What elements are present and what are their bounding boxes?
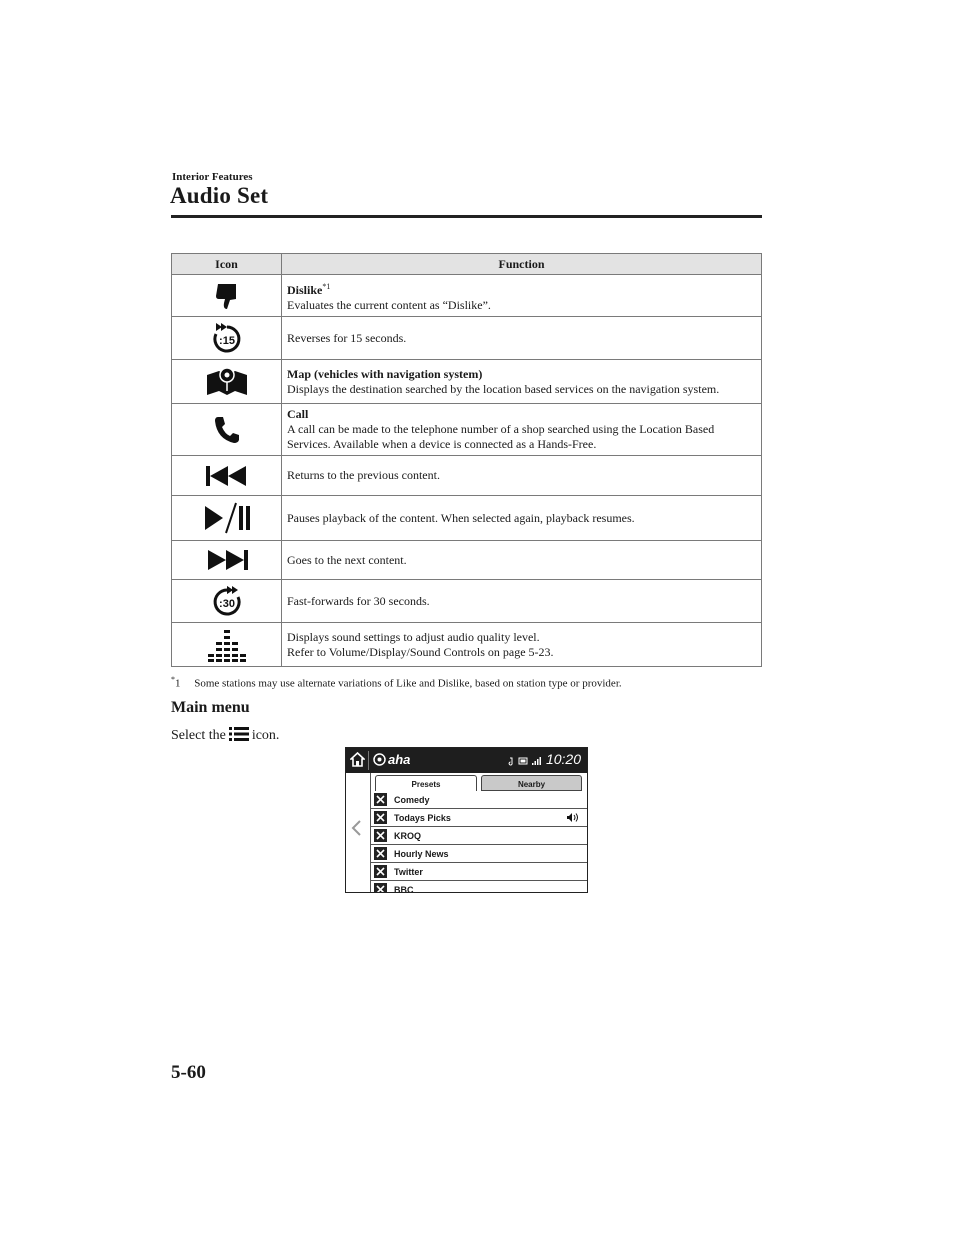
icon-cell	[172, 404, 282, 456]
status-icons	[507, 756, 541, 766]
list-item-label: BBC	[394, 885, 414, 893]
function-text: Returns to the previous content.	[287, 468, 440, 482]
page-title: Audio Set	[170, 183, 269, 208]
table-row	[172, 360, 762, 404]
function-cell	[282, 275, 762, 317]
list-item[interactable]	[371, 881, 587, 893]
back-chevron-icon[interactable]	[350, 819, 362, 837]
station-icon	[374, 883, 387, 893]
function-text-reference: Refer to Volume/Display/Sound Controls on page 5-23.	[287, 644, 554, 659]
table-header-row	[172, 254, 762, 275]
footnote-mark: *	[171, 675, 175, 684]
icon-cell	[172, 275, 282, 317]
table-row	[172, 623, 762, 667]
aha-screen-image	[345, 747, 588, 893]
table-row	[172, 275, 762, 317]
function-text: Displays sound settings to adjust audio quality level.	[287, 629, 540, 644]
function-text: Fast-forwards for 30 seconds.	[287, 593, 430, 608]
list-item[interactable]	[371, 809, 587, 827]
function-text: Goes to the next content.	[287, 552, 407, 567]
station-icon	[374, 865, 387, 878]
header-icon: Icon	[172, 254, 282, 275]
next-track-icon	[203, 548, 251, 572]
list-item[interactable]	[371, 863, 587, 881]
table-row	[172, 580, 762, 623]
function-cell	[282, 623, 762, 667]
function-title: Map (vehicles with navigation system)	[287, 366, 483, 381]
header-function: Function	[282, 254, 762, 275]
speaker-icon	[566, 812, 579, 823]
reverse-15-icon	[210, 322, 244, 354]
list-item[interactable]	[371, 791, 587, 809]
function-title: Call	[287, 407, 309, 421]
function-title: Dislike	[287, 282, 323, 297]
function-cell	[282, 456, 762, 496]
aha-logo-icon	[373, 753, 386, 766]
list-item-label: Hourly News	[394, 849, 449, 859]
station-icon	[374, 847, 387, 860]
play-pause-icon	[202, 501, 252, 535]
instruction-text-after: icon.	[251, 728, 280, 743]
icon-function-table	[171, 253, 762, 667]
tab-presets[interactable]: Presets	[375, 775, 477, 791]
list-item-label: Twitter	[394, 867, 423, 877]
equalizer-icon	[208, 628, 246, 662]
function-text: Displays the destination searched by the location based services on the navigation system.	[287, 381, 720, 396]
function-text: Evaluates the current content as “Dislike”.	[287, 297, 491, 312]
list-item-label: Comedy	[394, 795, 430, 805]
function-cell	[282, 541, 762, 580]
map-icon	[205, 367, 249, 397]
list-item-label: Todays Picks	[394, 813, 451, 823]
phone-icon	[213, 415, 241, 445]
svg-text::15: :15	[218, 335, 235, 347]
function-cell	[282, 580, 762, 623]
status-separator	[368, 751, 369, 770]
main-menu-heading: Main menu	[171, 699, 250, 716]
table-row	[172, 317, 762, 360]
back-panel[interactable]	[346, 773, 371, 892]
title-rule	[171, 215, 762, 218]
table-row	[172, 496, 762, 541]
section-label: Interior Features	[172, 171, 253, 183]
function-text: Pauses playback of the content. When selected again, playback resumes.	[287, 510, 635, 525]
icon-cell	[172, 317, 282, 360]
app-name: aha	[388, 752, 411, 767]
station-icon	[374, 829, 387, 842]
status-bar	[346, 748, 587, 773]
icon-cell	[172, 456, 282, 496]
list-item-label: KROQ	[394, 831, 421, 841]
station-icon	[374, 811, 387, 824]
footnote-text: 1 Some stations may use alternate variations of Like and Dislike, based on station type or provider.	[175, 677, 622, 690]
footnote-ref: *1	[322, 281, 331, 291]
home-icon[interactable]	[350, 752, 365, 767]
icon-cell	[172, 496, 282, 541]
function-cell	[282, 496, 762, 541]
icon-cell	[172, 580, 282, 623]
svg-text::30: :30	[218, 598, 235, 610]
function-cell	[282, 360, 762, 404]
function-text: Reverses for 15 seconds.	[287, 330, 407, 345]
footnote	[171, 675, 622, 690]
instruction-text-before: Select the	[171, 728, 226, 743]
list-menu-icon	[229, 727, 249, 741]
icon-cell	[172, 360, 282, 404]
icon-cell	[172, 623, 282, 667]
forward-30-icon	[210, 585, 244, 617]
function-cell	[282, 404, 762, 456]
page-number: 5-60	[171, 1062, 206, 1083]
previous-track-icon	[203, 464, 251, 488]
main-menu-instruction	[171, 727, 279, 744]
clock: 10:20	[545, 751, 581, 767]
list-item[interactable]	[371, 845, 587, 863]
table-row	[172, 404, 762, 456]
thumbs-down-icon	[214, 282, 240, 310]
function-text: A call can be made to the telephone number of a shop searched using the Location Based Services. Available when a device is connected as a Hands-Free.	[287, 422, 715, 451]
table-row	[172, 456, 762, 496]
preset-list	[371, 791, 587, 893]
station-icon	[374, 793, 387, 806]
table-row	[172, 541, 762, 580]
list-item[interactable]	[371, 827, 587, 845]
function-cell	[282, 317, 762, 360]
tab-nearby[interactable]: Nearby	[481, 775, 582, 791]
icon-cell	[172, 541, 282, 580]
